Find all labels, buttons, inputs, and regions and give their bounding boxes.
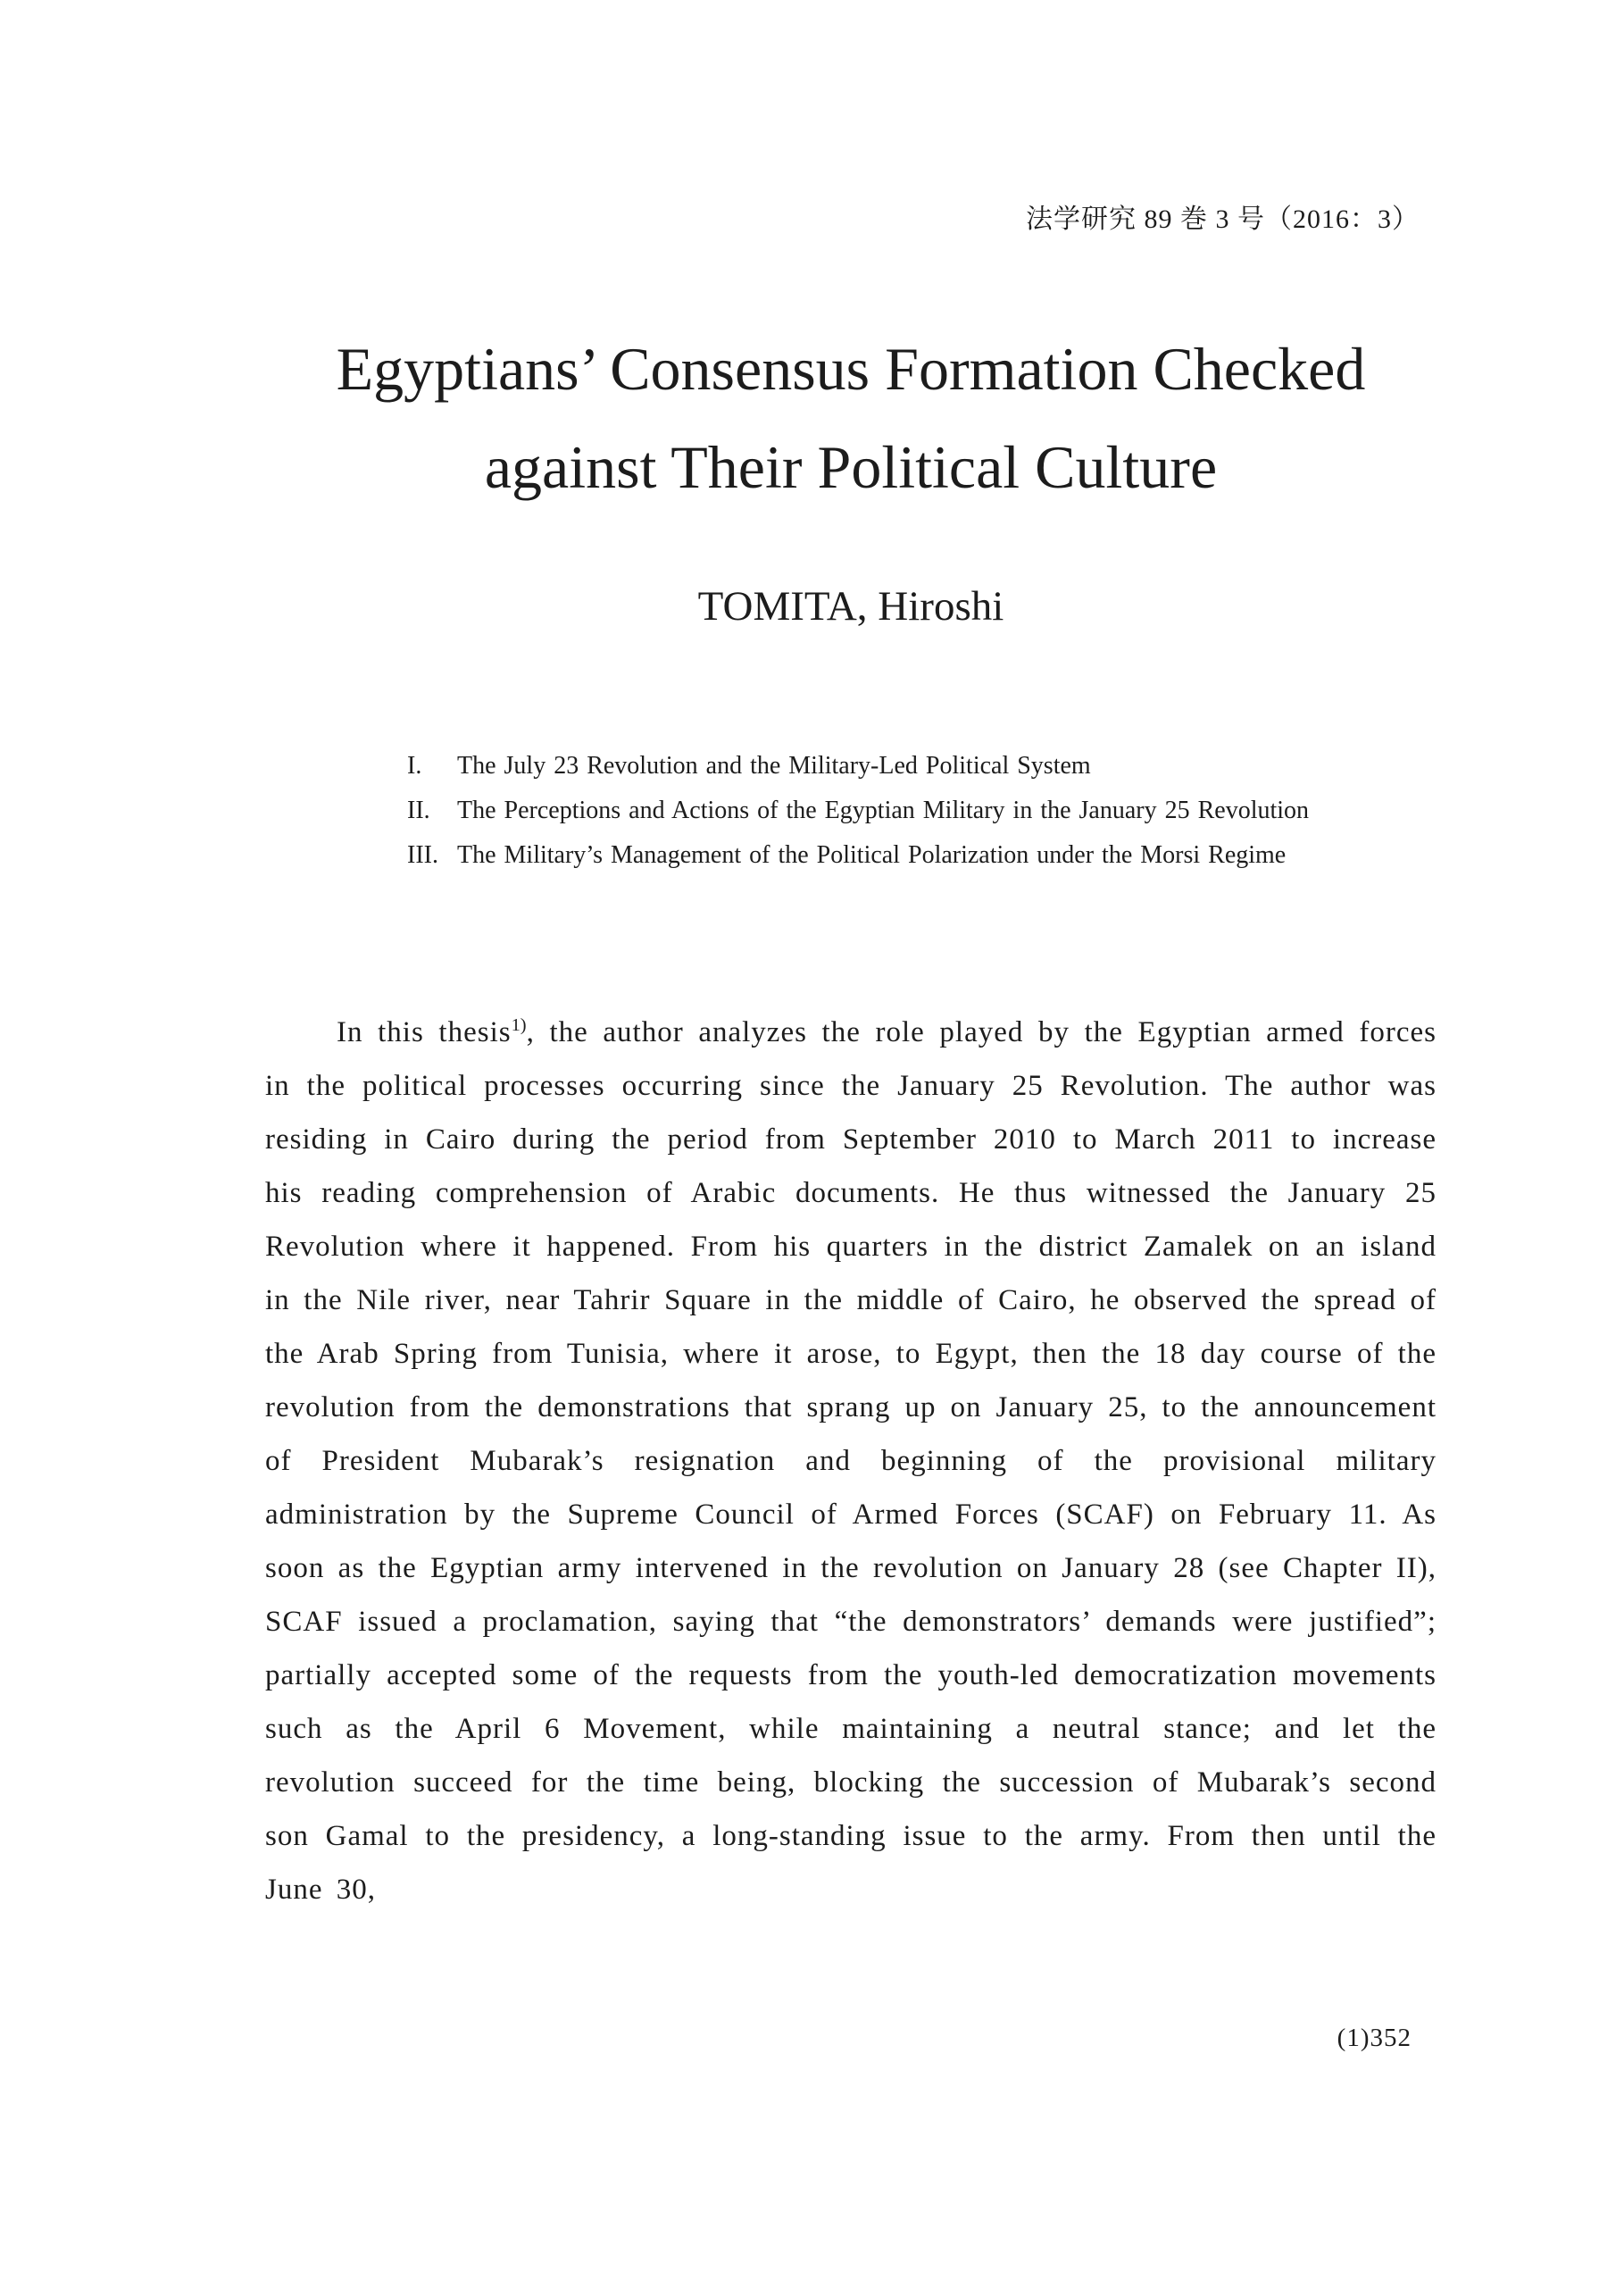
paper-title [265, 320, 1437, 516]
outline-list [407, 744, 1437, 878]
footnote-marker: 1) [511, 1015, 527, 1035]
paper-title-line-2: against Their Political Culture [484, 433, 1218, 501]
outline-item-2 [407, 789, 1437, 833]
paper-title-line-1: Egyptians’ Consensus Formation Checked [336, 335, 1366, 403]
outline-item-3-numeral: III. [407, 841, 438, 869]
abstract-body: , the author analyzes the role played by the Egyptian armed forces in the political processes occurring since the January 25 Revolution. The author was residing in Cairo during the period from September 2010 to March 2011 to increase his reading comprehension of Arabic documents. He thus witnessed the January 25 Revolution where it happened. From his quarters in the district Zamalek on an island in the Nile river, near Tahrir Square in the middle of Cairo, he observed the spread of the Arab Spring from Tunisia, where it arose, to Egypt, then the 18 day course of the revolution from the demonstrations that sprang up on January 25, to the announcement of President Mubarak’s resignation and beginning of the provisional military administration by the Supreme Council of Armed Forces (SCAF) on February 11. As soon as the Egyptian army intervened in the revolution on January 28 (see Chapter II), SCAF issued a proclamation, saying that “the demonstrators’ demands were justified”; partially accepted some of the requests from the youth-led democratization movements such as the April 6 Movement, while maintaining a neutral stance; and let the revolution succeed for the time being, blocking the succession of Mubarak’s second son Gamal to the presidency, a long-standing issue to the army. From then until the June 30, [265, 1016, 1437, 1906]
journal-header: 法学研究 89 巻 3 号（2016：3） [1026, 205, 1420, 234]
outline-item-1 [407, 744, 1437, 789]
outline-item-3 [407, 833, 1437, 878]
page-number: (1)352 [1337, 2024, 1412, 2052]
outline-item-3-text: The Military’s Management of the Political Polarization under the Morsi Regime [457, 841, 1287, 869]
outline-item-1-numeral: I. [407, 752, 422, 780]
author-name: TOMITA, Hiroshi [697, 583, 1004, 630]
abstract-lead: In this thesis [337, 1016, 512, 1048]
outline-item-2-text: The Perceptions and Actions of the Egyptian Military in the January 25 Revolution [457, 797, 1310, 824]
outline-item-2-numeral: II. [407, 797, 430, 824]
abstract-paragraph [265, 1006, 1437, 1916]
outline-item-1-text: The July 23 Revolution and the Military-Led Political System [457, 752, 1091, 780]
